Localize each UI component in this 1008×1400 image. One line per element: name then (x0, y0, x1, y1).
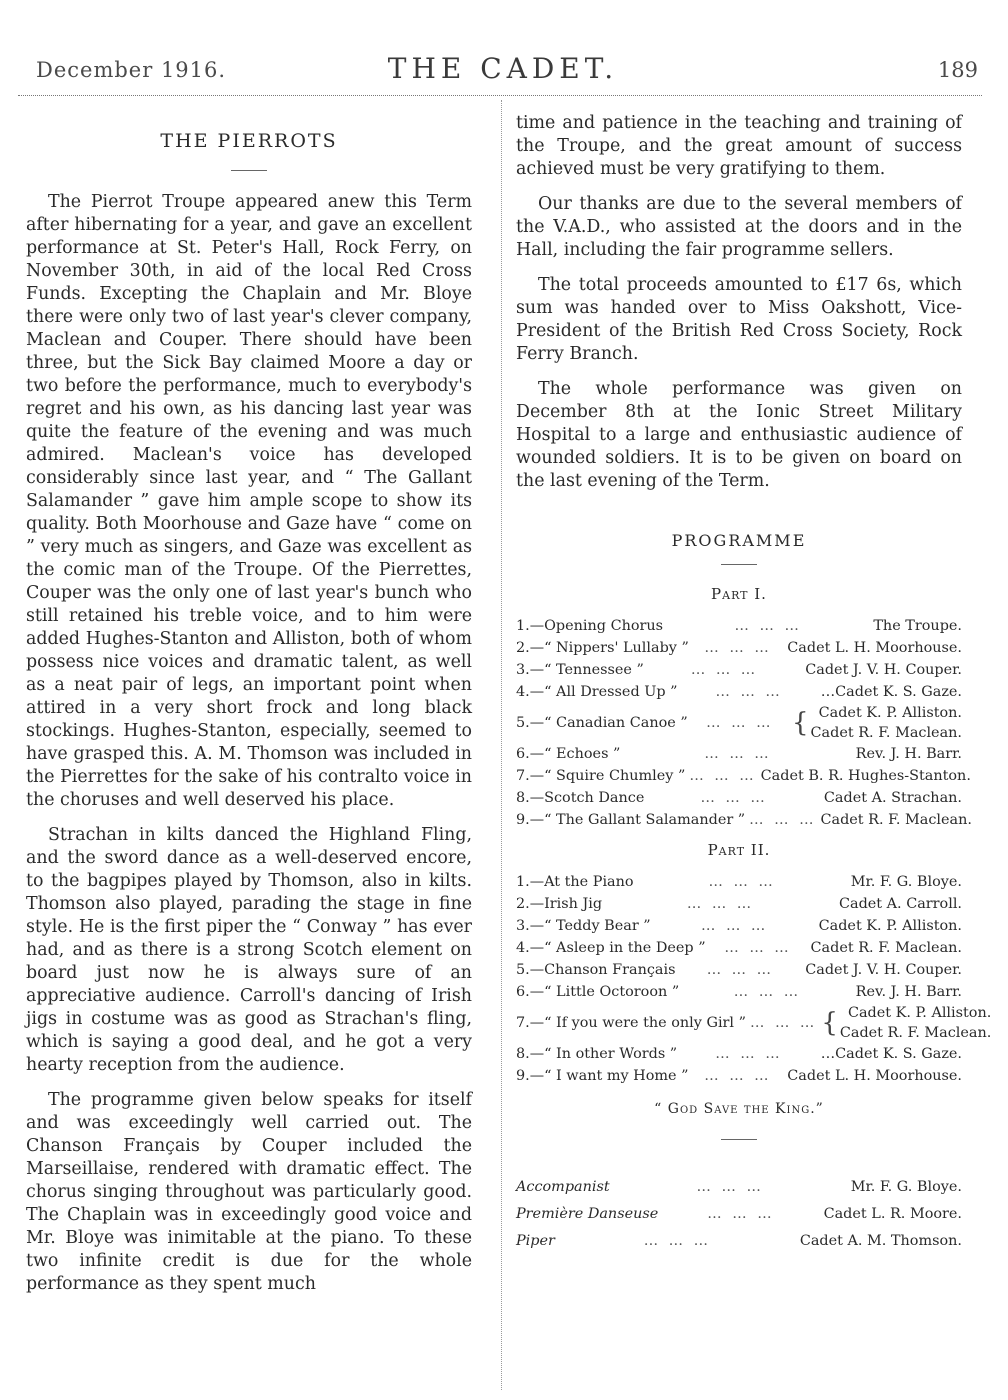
programme-performer: Cadet K. P. Alliston. (818, 705, 962, 721)
programme-item (516, 915, 962, 937)
article-title: THE PIERROTS (160, 130, 338, 152)
programme-title: PROGRAMME (671, 531, 807, 550)
programme-item (516, 765, 971, 787)
brace-glyph: { (821, 1008, 838, 1038)
programme-item-title: 4.—“ All Dressed Up ” (516, 684, 678, 700)
programme-item-title: 3.—“ Teddy Bear ” (516, 918, 651, 934)
programme-item (516, 981, 962, 1003)
article-paragraph: time and patience in the teaching and training of the Troupe, and the great amount of success achieved must be very gratifying to them. (516, 113, 962, 179)
programme-performer: Cadet J. V. H. Couper. (805, 662, 962, 678)
header-date: December 1916. (36, 58, 227, 82)
leader-dots: … … … (690, 662, 759, 678)
performer-pair (840, 1003, 991, 1043)
programme-performer: Cadet A. Carroll. (838, 896, 962, 912)
programme-performer: Cadet L. H. Moorhouse. (787, 1068, 962, 1084)
leader-dots: … … … (733, 984, 802, 1000)
anthem: “ God Save the King.” (654, 1101, 824, 1117)
programme-item (516, 959, 962, 981)
leader-dots: … … … (704, 746, 772, 762)
performer-pair (811, 703, 962, 743)
programme-item (516, 681, 962, 703)
leader-dots: … … … (696, 1179, 764, 1195)
programme-item-title: 1.—Opening Chorus (516, 618, 664, 634)
leader-dots: … … … (704, 1068, 772, 1084)
programme-item-title: 7.—“ If you were the only Girl ” (516, 1015, 746, 1031)
programme-item (516, 615, 962, 637)
programme-performer: Cadet R. F. Maclean. (810, 725, 962, 741)
programme-performer: Rev. J. H. Barr. (855, 984, 962, 1000)
programme-item (516, 703, 962, 743)
leader-dots: … … … (715, 1046, 783, 1062)
programme-item-title: 3.—“ Tennessee ” (516, 662, 644, 678)
anthem-rule (721, 1139, 757, 1140)
programme-performer: Cadet R. F. Maclean. (839, 1025, 992, 1041)
programme-item (516, 659, 962, 681)
credit-row (516, 1174, 962, 1201)
credit-role: Première Danseuse (516, 1206, 659, 1222)
programme-item-title: 1.—At the Piano (516, 874, 634, 890)
programme-performer: …Cadet K. S. Gaze. (820, 684, 962, 700)
article-paragraph: The whole performance was given on December 8th at the Ionic Street Military Hospital to a large and enthusiastic audience of wounded soldiers. It is to be given on board on the last evening of the Term. (516, 379, 962, 491)
part-title: Part I. (711, 585, 767, 603)
programme-item (516, 787, 962, 809)
leader-dots: … … … (749, 812, 817, 828)
programme-performer: Cadet L. H. Moorhouse. (787, 640, 962, 656)
left-column (26, 122, 472, 1308)
leader-dots: … … … (704, 640, 772, 656)
programme-performer: Cadet A. Strachan. (823, 790, 962, 806)
brace-glyph: { (791, 708, 809, 738)
programme-item-title: 6.—“ Echoes ” (516, 746, 621, 762)
header-divider (18, 95, 982, 96)
article-paragraph: The total proceeds amounted to £17 6s, which sum was handed over to Miss Oakshott, Vice-President of the British Red Cross Society, Rock Ferry Branch. (516, 275, 962, 364)
leader-dots: … … … (749, 1015, 818, 1031)
programme-item (516, 937, 962, 959)
programme-performer: Cadet K. P. Alliston. (847, 1005, 992, 1021)
programme-item (516, 1065, 962, 1087)
programme-item (516, 637, 962, 659)
programme-item (516, 1043, 962, 1065)
article-paragraph: Our thanks are due to the several members of the V.A.D., who assisted at the doors and in the Hall, including the fair programme sellers. (516, 194, 962, 260)
leader-dots: … … … (700, 918, 769, 934)
credit-name: Mr. F. G. Bloye. (850, 1179, 962, 1195)
programme-item (516, 871, 962, 893)
leader-dots: … … … (715, 684, 783, 700)
programme-item-title: 9.—“ I want my Home ” (516, 1068, 689, 1084)
article-paragraph: The Pierrot Troupe appeared anew this Term after hibernating for a year, and gave an excellent performance at St. Peter's Hall, Rock Ferry, on November 30th, in aid of the local Red Cross Funds. Excepting the Chaplain and Mr. Bloye there were only two of last year's clever company, Maclean and Couper. There should have been three, but the Sick Bay claimed Moore a day or two before the performance, much to everybody's regret and his own, as his dancing last year was quite the feature of the evening and was much admired. Maclean's voice has developed considerably since last year, and “ The Gallant Salamander ” gave him ample scope to show its quality. Both Moorhouse and Gaze have “ come on ” very much as singers, and Gaze was excellent as the comic man of the Troupe. Of the Pierrettes, Couper was the only one of last year's bunch who still retained his treble voice, and to him were added Hughes-Stanton and Alliston, both of whom possess nice voices and dramatic talent, as well as a neat pair of legs, an important point when attired in a very short frock and long black stockings. Hughes-Stanton, especially, seemed to have grasped this. A. M. Thomson was included in the Pierrettes for the sake of his contralto voice in the choruses and well deserved his place. (26, 192, 472, 810)
leader-dots: … … … (708, 874, 776, 890)
credit-row (516, 1228, 962, 1255)
programme-list (516, 871, 992, 1087)
credit-row (516, 1201, 962, 1228)
programme-performer: …Cadet K. S. Gaze. (820, 1046, 962, 1062)
programme-item-title: 2.—Irish Jig (516, 896, 603, 912)
programme-item-title: 8.—“ In other Words ” (516, 1046, 678, 1062)
programme-item-title: 7.—“ Squire Chumley ” (516, 768, 686, 784)
leader-dots: … … … (689, 768, 757, 784)
programme-item (516, 809, 972, 831)
right-column (516, 112, 992, 1255)
programme-performer: Cadet B. R. Hughes-Stanton. (760, 768, 971, 784)
leader-dots: … … … (643, 1233, 712, 1249)
publication-title: THE CADET. (387, 52, 619, 85)
leader-dots: … … … (724, 940, 792, 956)
credits-list (516, 1174, 962, 1255)
credit-role: Piper (516, 1233, 555, 1249)
programme-performer: Mr. F. G. Bloye. (850, 874, 962, 890)
page-header (28, 52, 978, 92)
programme-item (516, 1003, 992, 1043)
programme-performer: Cadet J. V. H. Couper. (805, 962, 962, 978)
leader-dots: … … … (700, 790, 768, 806)
programme-item-title: 8.—Scotch Dance (516, 790, 645, 806)
credit-name: Cadet A. M. Thomson. (799, 1233, 962, 1249)
leader-dots: … … … (734, 618, 802, 634)
leader-dots: … … … (706, 715, 774, 731)
programme-item-title: 4.—“ Asleep in the Deep ” (516, 940, 706, 956)
title-rule (231, 170, 267, 171)
programme-item-title: 5.—“ Canadian Canoe ” (516, 715, 688, 731)
programme-list (516, 615, 972, 831)
article-paragraph: The programme given below speaks for itself and was exceedingly well carried out. The Chanson Français by Couper included the Marseillaise, rendered with dramatic effect. The chorus singing throughout was particularly good. The Chaplain was in exceedingly good voice and Mr. Bloye was inimitable at the piano. To these two infinite credit is due for the whole performance as they spent much (26, 1090, 472, 1294)
programme-item-title: 2.—“ Nippers' Lullaby ” (516, 640, 689, 656)
article-paragraph: Strachan in kilts danced the Highland Fling, and the sword dance as a well-deserved encore, to the bagpipes played by Thomson, also in kilts. Thomson also played, parading the stage in fine style. He is the first piper the “ Conway ” has ever had, and as there is a strong Scotch element on board just now he is always sure of an appreciative audience. Carroll's dancing of Irish jigs in costume was as good as Strachan's fling, which is saying a good deal, and he got a very hearty reception from the audience. (26, 825, 472, 1075)
programme-performer: Cadet R. F. Maclean. (820, 812, 972, 828)
programme-item-title: 6.—“ Little Octoroon ” (516, 984, 680, 1000)
programme-item (516, 893, 962, 915)
programme-performer: Cadet R. F. Maclean. (810, 940, 962, 956)
page-number: 189 (937, 58, 978, 82)
programme-item-title: 9.—“ The Gallant Salamander ” (516, 812, 746, 828)
programme-performer: The Troupe. (873, 618, 962, 634)
programme-item-title: 5.—Chanson Français (516, 962, 676, 978)
column-divider (501, 100, 502, 1390)
programme-performer: Rev. J. H. Barr. (855, 746, 962, 762)
leader-dots: … … … (707, 1206, 775, 1222)
programme-rule (721, 564, 757, 565)
leader-dots: … … … (706, 962, 775, 978)
programme-performer: Cadet K. P. Alliston. (818, 918, 962, 934)
credit-name: Cadet L. R. Moore. (823, 1206, 962, 1222)
programme-item (516, 743, 962, 765)
part-title: Part II. (707, 841, 771, 859)
leader-dots: … … … (686, 896, 755, 912)
credit-role: Accompanist (516, 1179, 610, 1195)
